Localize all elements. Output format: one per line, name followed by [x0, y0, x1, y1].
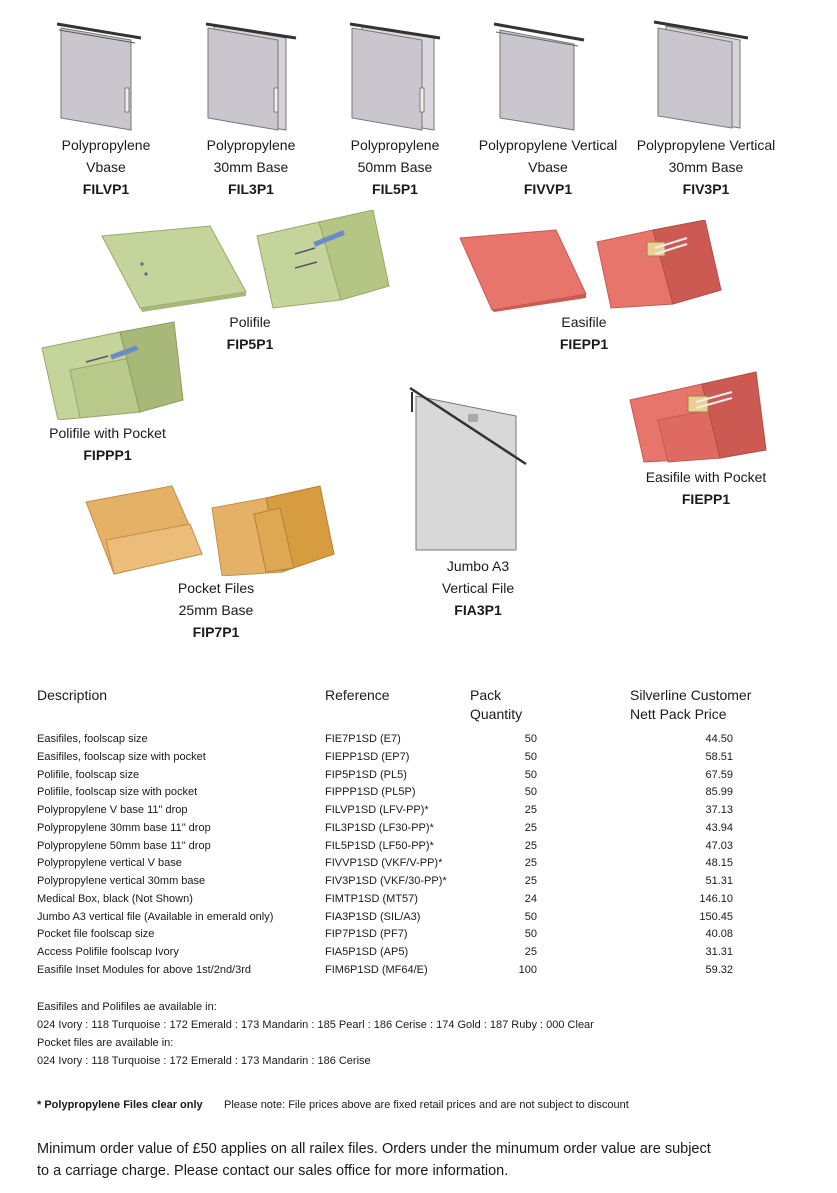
table-row: [37, 804, 797, 822]
easifile-open-illustration: [595, 220, 723, 310]
product-code: FIPPP1: [83, 447, 132, 463]
table-row: [37, 769, 797, 787]
quantity-cell: 25: [524, 839, 537, 852]
vertical-file-30mm-illustration: [652, 16, 752, 134]
reference-cell: FIA5P1SD (AP5): [325, 946, 409, 958]
pocket-file-open-illustration: [210, 484, 336, 576]
description-cell: Easifiles, foolscap size with pocket: [37, 750, 206, 763]
product-caption-fivvp1: Polypropylene Vertical Vbase FIVVP1: [468, 134, 628, 200]
product-caption-fil5p1: Polypropylene 50mm Base FIL5P1: [325, 134, 465, 200]
product-code: FIEPP1: [559, 336, 609, 352]
description-cell: Access Polifile foolscap Ivory: [37, 946, 179, 958]
quantity-cell: 50: [524, 928, 537, 941]
product-caption-fiepp1-pocket: Easifile with Pocket FIEPP1: [628, 466, 784, 510]
table-row: [37, 751, 797, 769]
table-row: [37, 893, 797, 911]
reference-cell: FIPPP1SD (PL5P): [325, 786, 416, 799]
quantity-cell: 25: [524, 804, 537, 816]
description-cell: Pocket file foolscap size: [37, 928, 155, 941]
price-cell: 85.99: [705, 786, 733, 799]
table-row: [37, 786, 797, 804]
vertical-file-vbase-illustration: [492, 18, 587, 136]
price-note: Please note: File prices above are fixed retail prices and are not subject to discount: [224, 1099, 629, 1111]
quantity-cell: 50: [524, 910, 537, 923]
product-caption-fiepp1: Easifile FIEPP1: [514, 311, 654, 355]
product-caption-fip5p1: Polifile FIP5P1: [180, 311, 320, 355]
reference-cell: FIA3P1SD (SIL/A3): [325, 910, 421, 923]
reference-cell: FIL3P1SD (LF30-PP)*: [325, 821, 434, 834]
product-code: FIP5P1: [226, 336, 274, 352]
polifile-open-illustration: [255, 210, 391, 310]
easifile-with-pocket-illustration: [628, 370, 768, 466]
table-row: [37, 857, 797, 875]
table-row: [37, 911, 797, 929]
colour-note-1: Easifiles and Polifiles ae available in:: [37, 1001, 217, 1013]
price-cell: 48.15: [705, 857, 733, 870]
product-caption-fippp1: Polifile with Pocket FIPPP1: [30, 422, 185, 466]
quantity-cell: 50: [524, 768, 537, 781]
product-code: FIVVP1: [523, 181, 573, 197]
jumbo-a3-vertical-file-illustration: [408, 382, 530, 552]
description-cell: Polypropylene V base 11" drop: [37, 804, 188, 816]
reference-cell: FIL5P1SD (LF50-PP)*: [325, 839, 434, 852]
product-caption-fil3p1: Polypropylene 30mm Base FIL3P1: [181, 134, 321, 200]
quantity-cell: 50: [524, 750, 537, 763]
suspension-file-30mm-illustration: [204, 18, 299, 136]
price-cell: 146.10: [699, 892, 733, 905]
price-cell: 59.32: [705, 963, 733, 976]
polifile-closed-illustration: [100, 222, 248, 312]
description-cell: Jumbo A3 vertical file (Available in emerald only): [37, 910, 274, 923]
product-code: FIL3P1: [228, 181, 274, 197]
quantity-cell: 100: [518, 963, 537, 976]
product-caption-fip7p1: Pocket Files 25mm Base FIP7P1: [146, 577, 286, 643]
suspension-file-50mm-illustration: [348, 18, 443, 136]
quantity-cell: 25: [524, 875, 537, 887]
colour-list-1: 024 Ivory : 118 Turquoise : 172 Emerald : 173 Mandarin : 185 Pearl : 186 Cerise : 174 Gold : 187 Ruby : 000 Clear: [37, 1019, 594, 1031]
description-cell: Easifiles, foolscap size: [37, 733, 148, 745]
description-cell: Polifile, foolscap size with pocket: [37, 786, 198, 799]
reference-cell: FIV3P1SD (VKF/30-PP)*: [325, 875, 447, 887]
reference-cell: FILVP1SD (LFV-PP)*: [325, 804, 429, 816]
price-cell: 37.13: [705, 804, 733, 816]
header-nett-price: Silverline Customer Nett Pack Price: [630, 687, 752, 722]
description-cell: Medical Box, black (Not Shown): [37, 892, 193, 905]
price-cell: 67.59: [705, 768, 733, 781]
price-cell: 150.45: [699, 910, 733, 923]
product-caption-fiv3p1: Polypropylene Vertical 30mm Base FIV3P1: [629, 134, 783, 200]
product-code: FIL5P1: [372, 181, 418, 197]
reference-cell: FIP5P1SD (PL5): [325, 768, 407, 781]
price-cell: 43.94: [705, 821, 733, 834]
reference-cell: FIVVP1SD (VKF/V-PP)*: [325, 857, 443, 870]
product-code: FIV3P1: [682, 181, 730, 197]
suspension-file-vbase-illustration: [55, 18, 145, 136]
table-row: [37, 875, 797, 893]
table-row: [37, 733, 797, 751]
quantity-cell: 50: [524, 733, 537, 745]
quantity-cell: 25: [524, 857, 537, 870]
quantity-cell: 24: [524, 892, 537, 905]
description-cell: Polypropylene 30mm base 11" drop: [37, 821, 211, 834]
reference-cell: FIEPP1SD (EP7): [325, 750, 410, 763]
reference-cell: FIM6P1SD (MF64/E): [325, 963, 428, 976]
table-row: [37, 822, 797, 840]
price-cell: 51.31: [705, 875, 733, 887]
colour-note-2: Pocket files are available in:: [37, 1037, 174, 1049]
table-row: [37, 840, 797, 858]
quantity-cell: 50: [524, 786, 537, 799]
description-cell: Polypropylene vertical 30mm base: [37, 875, 206, 887]
reference-cell: FIP7P1SD (PF7): [325, 928, 408, 941]
product-caption-filvp1: Polypropylene Vbase FILVP1: [36, 134, 176, 200]
product-code: FILVP1: [82, 181, 130, 197]
polifile-with-pocket-illustration: [40, 320, 185, 420]
header-description: Description: [37, 687, 108, 703]
description-cell: Polypropylene 50mm base 11" drop: [37, 839, 211, 852]
table-row: [37, 928, 797, 946]
header-pack-quantity: Pack Quantity: [470, 687, 523, 722]
reference-cell: FIE7P1SD (E7): [325, 733, 401, 745]
colour-list-2: 024 Ivory : 118 Turquoise : 172 Emerald : 173 Mandarin : 186 Cerise: [37, 1055, 371, 1067]
price-cell: 31.31: [705, 946, 733, 958]
table-row: [37, 946, 797, 964]
pocket-file-closed-illustration: [84, 484, 204, 576]
quantity-cell: 25: [524, 946, 537, 958]
product-caption-fia3p1: Jumbo A3 Vertical File FIA3P1: [408, 555, 548, 621]
description-cell: Easifile Inset Modules for above 1st/2nd/3rd: [37, 963, 252, 976]
clear-only-note: * Polypropylene Files clear only: [37, 1099, 203, 1111]
product-code: FIEPP1: [681, 491, 731, 507]
reference-cell: FIMTP1SD (MT57): [325, 892, 418, 905]
easifile-closed-illustration: [458, 228, 588, 312]
header-reference: Reference: [325, 687, 390, 703]
quantity-cell: 25: [524, 821, 537, 834]
price-cell: 40.08: [705, 928, 733, 941]
price-cell: 47.03: [705, 839, 733, 852]
price-cell: 58.51: [705, 750, 733, 763]
description-cell: Polypropylene vertical V base: [37, 857, 182, 870]
table-row: [37, 964, 797, 982]
price-cell: 44.50: [705, 733, 733, 745]
product-code: FIP7P1: [192, 624, 240, 640]
description-cell: Polifile, foolscap size: [37, 768, 140, 781]
minimum-order-note: Minimum order value of £50 applies on all railex files. Orders under the minumum order value are subject to a carriage charge. Please contact our sales office for more information.: [37, 1141, 711, 1179]
product-code: FIA3P1: [454, 602, 502, 618]
